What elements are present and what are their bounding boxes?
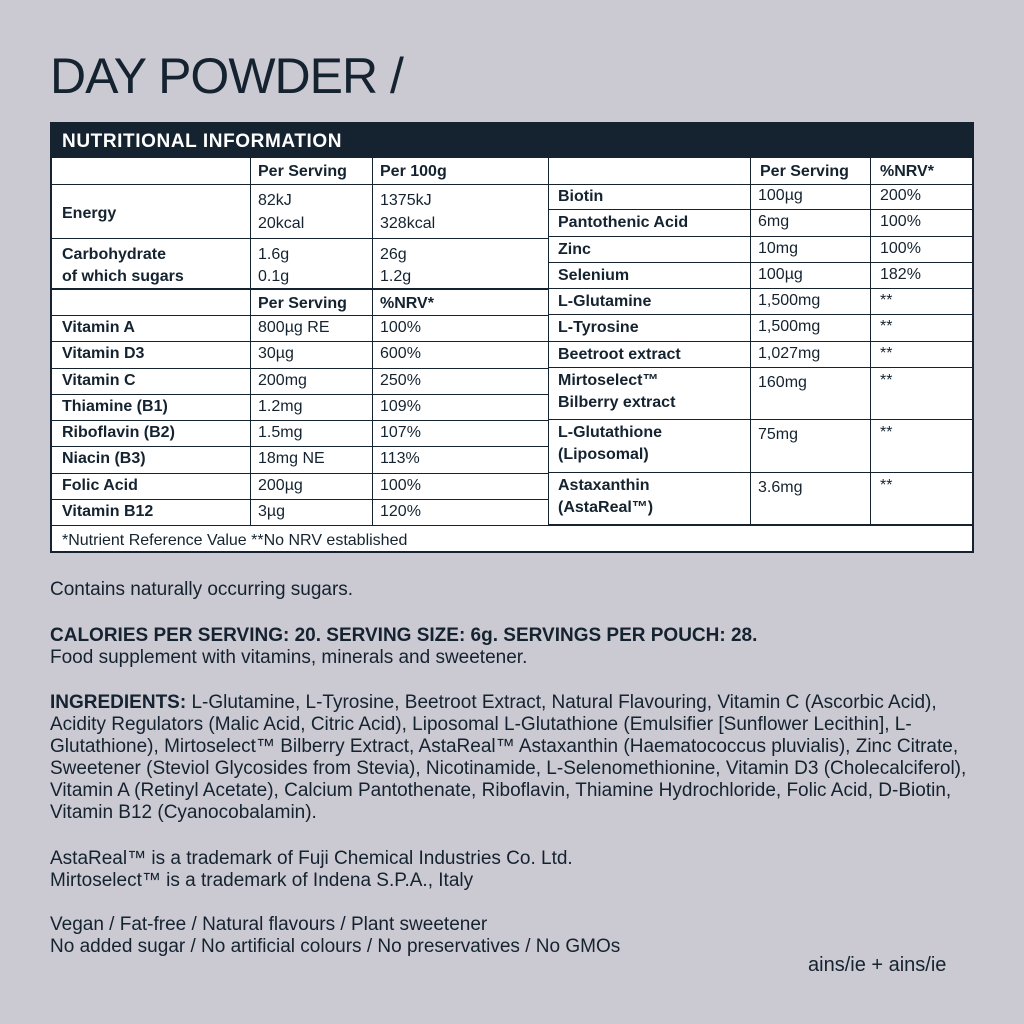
col-header: Per 100g — [380, 163, 447, 180]
ingredients-text: L-Glutamine, L-Tyrosine, Beetroot Extract, Natural Flavouring, Vitamin C (Ascorbic Acid), Acidity Regulators (Malic Acid, Citric Acid), Liposomal L-Glutathione (Emulsifier [Sunflower Lecithin], L-Glutathione), Mirtoselect™ Bilberry Extract, AstaReal™ Astaxanthin (Haematococcus pluvialis), Zinc Citrate, Sweetener (Steviol Glycosides from Stevia), Nicotinamide, L-Selenomethionine, Vitamin D3 (Cholecalciferol), Vitamin A (Retinyl Acetate), Calcium Pantothenate, Riboflavin, Thiamine Hydrochloride, Folic Acid, D-Biotin, Vitamin B12 (Cyanocobalamin). — [50, 692, 967, 823]
ingredient-nrv: ** — [880, 371, 893, 389]
claims-block — [50, 914, 980, 958]
table-rule — [548, 158, 549, 525]
ingredient-nrv: 182% — [880, 265, 921, 283]
vitamin-serving: 200mg — [258, 371, 307, 389]
vitamin-serving: 1.5mg — [258, 424, 303, 441]
vitamin-name: Folic Acid — [62, 476, 138, 494]
vitamin-serving: 3µg — [258, 502, 286, 520]
table-rule — [52, 499, 549, 500]
vitamin-name: Thiamine (B1) — [62, 397, 168, 415]
ingredient-serving: 1,500mg — [758, 318, 821, 336]
table-rule — [548, 314, 974, 315]
vitamin-serving: 18mg NE — [258, 450, 325, 468]
ingredient-serving: 100µg — [758, 265, 803, 283]
ingredient-serving: 3.6mg — [758, 478, 803, 496]
col-header: Per Serving — [760, 163, 849, 180]
claims-line: Vegan / Fat-free / Natural flavours / Plant sweetener — [50, 914, 488, 935]
table-rule — [548, 262, 974, 263]
ingredient-name: Biotin — [558, 188, 604, 205]
vitamin-serving: 800µg RE — [258, 319, 330, 336]
supplement-line: Food supplement with vitamins, minerals and sweetener. — [50, 647, 528, 668]
value: 26g — [380, 246, 407, 263]
vitamin-serving: 1.2mg — [258, 397, 303, 415]
ingredient-serving: 10mg — [758, 239, 799, 257]
vitamin-name: Vitamin B12 — [62, 502, 154, 520]
table-rule — [52, 394, 549, 395]
table-rule — [548, 341, 974, 342]
ingredient-serving: 1,027mg — [758, 344, 821, 362]
page-title: DAY POWDER / — [50, 48, 403, 104]
table-rule — [548, 209, 974, 210]
ingredient-nrv: 200% — [880, 187, 921, 204]
nutrition-panel — [50, 122, 974, 553]
row-label: Energy — [62, 205, 117, 222]
col-header: Per Serving — [258, 295, 347, 312]
serving-info — [50, 625, 980, 669]
table-rule — [548, 419, 974, 420]
sugars-note-text: Contains naturally occurring sugars. — [50, 579, 354, 600]
table-rule — [548, 236, 974, 237]
table-rule — [52, 420, 549, 421]
table-rule — [870, 158, 871, 524]
ingredient-serving: 75mg — [758, 426, 799, 444]
vitamin-nrv: 250% — [380, 371, 421, 389]
table-rule — [548, 367, 974, 368]
vitamin-nrv: 113% — [380, 450, 420, 468]
ingredient-serving: 6mg — [758, 213, 790, 231]
row-label: of which sugars — [62, 268, 184, 285]
ingredient-nrv: ** — [880, 344, 893, 362]
trademark-line: AstaReal™ is a trademark of Fuji Chemical Industries Co. Ltd. — [50, 848, 573, 869]
ingredient-name: L-Glutamine — [558, 293, 652, 310]
ingredients-label: INGREDIENTS: — [50, 692, 187, 713]
ingredient-name: Zinc — [558, 240, 591, 258]
ingredient-name: L-Tyrosine — [558, 319, 639, 337]
vitamin-nrv: 100% — [380, 476, 421, 494]
vitamin-name: Vitamin D3 — [62, 345, 145, 363]
col-header: Per Serving — [258, 163, 347, 180]
vitamin-serving: 30µg — [258, 345, 294, 363]
table-rule — [250, 158, 251, 525]
ingredient-name: L-Glutathione — [558, 424, 662, 442]
calories-line: CALORIES PER SERVING: 20. SERVING SIZE: 6g. SERVINGS PER POUCH: 28. — [50, 625, 758, 646]
vitamin-nrv: 107% — [380, 424, 421, 441]
ingredient-name: Mirtoselect™ — [558, 371, 659, 389]
ingredient-nrv: 100% — [880, 239, 921, 257]
table-rule — [52, 315, 549, 316]
ingredient-name: Selenium — [558, 266, 630, 284]
table-rule — [52, 184, 549, 185]
ingredients-block — [50, 692, 980, 824]
ingredient-serving: 100µg — [758, 187, 803, 204]
ingredient-nrv: 100% — [880, 213, 921, 231]
table-rule — [548, 288, 974, 289]
vitamin-name: Vitamin C — [62, 371, 136, 389]
brand-logo-text: ains/ie + ains/ie — [808, 954, 947, 976]
vitamin-nrv: 109% — [380, 397, 421, 415]
vitamin-nrv: 600% — [380, 345, 421, 363]
nrv-footnote: *Nutrient Reference Value **No NRV established — [62, 532, 408, 549]
table-rule — [52, 341, 549, 342]
table-rule — [52, 238, 549, 239]
ingredient-serving: 160mg — [758, 373, 807, 391]
ingredient-nrv: ** — [880, 292, 893, 309]
ingredient-name: Astaxanthin — [558, 476, 650, 494]
value: 20kcal — [258, 215, 305, 232]
col-header: %NRV* — [380, 295, 434, 312]
table-rule — [52, 288, 549, 290]
claims-line: No added sugar / No artificial colours / No preservatives / No GMOs — [50, 936, 621, 957]
vitamin-nrv: 100% — [380, 319, 421, 336]
vitamin-name: Vitamin A — [62, 319, 135, 336]
value: 1.2g — [380, 268, 412, 285]
table-rule — [372, 158, 373, 525]
value: 328kcal — [380, 215, 436, 232]
table-rule — [52, 473, 549, 474]
ingredient-name: Pantothenic Acid — [558, 214, 689, 232]
col-header: %NRV* — [880, 163, 934, 180]
table-rule — [548, 472, 974, 473]
vitamin-name: Niacin (B3) — [62, 450, 146, 468]
ingredient-nrv: ** — [880, 424, 893, 442]
value: 1375kJ — [380, 192, 432, 209]
value: 1.6g — [258, 246, 290, 263]
table-rule — [52, 525, 974, 526]
ingredient-name: Bilberry extract — [558, 393, 676, 411]
table-rule — [52, 446, 549, 447]
ingredient-name: Beetroot extract — [558, 345, 681, 363]
trademarks-block — [50, 848, 980, 892]
ingredient-nrv: ** — [880, 476, 893, 494]
ingredient-name: (Liposomal) — [558, 446, 649, 464]
vitamin-name: Riboflavin (B2) — [62, 424, 175, 441]
vitamin-serving: 200µg — [258, 476, 303, 494]
ingredient-name: (AstaReal™) — [558, 498, 654, 516]
table-rule — [52, 368, 549, 369]
value: 82kJ — [258, 192, 292, 209]
trademark-line: Mirtoselect™ is a trademark of Indena S.P.A., Italy — [50, 870, 474, 891]
table-rule — [750, 158, 751, 524]
value: 0.1g — [258, 268, 290, 285]
row-label: Carbohydrate — [62, 246, 167, 263]
vitamin-nrv: 120% — [380, 502, 421, 520]
sugars-note — [50, 579, 980, 601]
ingredient-serving: 1,500mg — [758, 292, 821, 309]
ingredient-nrv: ** — [880, 318, 893, 336]
panel-header: NUTRITIONAL INFORMATION — [52, 124, 972, 158]
